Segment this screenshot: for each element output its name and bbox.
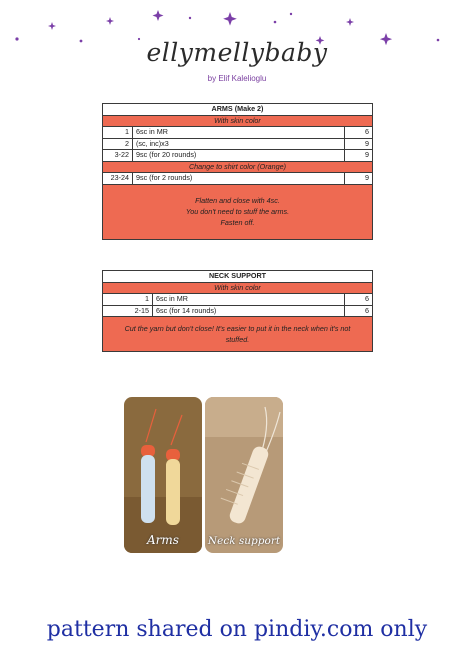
round-number: 1 [103, 127, 133, 139]
neck-support-pattern-table [102, 270, 373, 352]
round-instruction: (sc, inc)x3 [133, 138, 345, 150]
round-number: 2-15 [103, 305, 153, 317]
color-band: Change to shirt color (Orange) [103, 161, 373, 173]
table-row [103, 173, 373, 185]
star-icon [153, 10, 164, 21]
round-instruction: 6sc in MR [153, 294, 345, 306]
color-band: With skin color [103, 115, 373, 127]
note-line: Cut the yarn but don't close! It's easier to put it in the neck when it's not [124, 324, 351, 333]
instruction-note [103, 317, 373, 352]
footer-watermark: pattern shared on pindiy.com only [46, 617, 428, 642]
table-title: ARMS (Make 2) [103, 104, 373, 116]
stitch-count: 6 [344, 294, 372, 306]
stitch-count: 9 [345, 150, 373, 162]
table-title: NECK SUPPORT [103, 271, 373, 283]
round-instruction: 6sc (for 14 rounds) [153, 305, 345, 317]
round-number: 23-24 [103, 173, 133, 185]
round-instruction: 9sc (for 2 rounds) [133, 173, 345, 185]
stitch-count: 6 [344, 305, 372, 317]
brand-logo: ellymellybaby [146, 38, 328, 67]
table-row [103, 127, 373, 139]
table-row [103, 294, 373, 306]
round-instruction: 6sc in MR [133, 127, 345, 139]
star-icon [48, 22, 56, 30]
star-icon [346, 18, 354, 26]
color-band: With skin color [103, 282, 373, 294]
table-row [103, 150, 373, 162]
round-number: 1 [103, 294, 153, 306]
photo-caption: Arms [147, 533, 179, 547]
instruction-note [103, 184, 373, 239]
stitch-count: 9 [345, 138, 373, 150]
note-line: Fasten off. [220, 218, 255, 227]
table-row [103, 305, 373, 317]
star-icon [223, 12, 237, 26]
note-line: You don't need to stuff the arms. [185, 207, 290, 216]
star-icon [106, 17, 114, 25]
stitch-count: 6 [345, 127, 373, 139]
round-number: 3-22 [103, 150, 133, 162]
arms-pattern-table [102, 103, 373, 240]
note-line: Flatten and close with 4sc. [195, 196, 280, 205]
round-instruction: 9sc (for 20 rounds) [133, 150, 345, 162]
neck-support-photo [205, 397, 283, 553]
photo-caption: Neck support [207, 535, 281, 547]
round-number: 2 [103, 138, 133, 150]
arms-photo [124, 397, 202, 553]
note-line: stuffed. [225, 335, 250, 344]
table-row [103, 138, 373, 150]
author-byline: by Elif Kalelioglu [207, 74, 267, 83]
stitch-count: 9 [345, 173, 373, 185]
